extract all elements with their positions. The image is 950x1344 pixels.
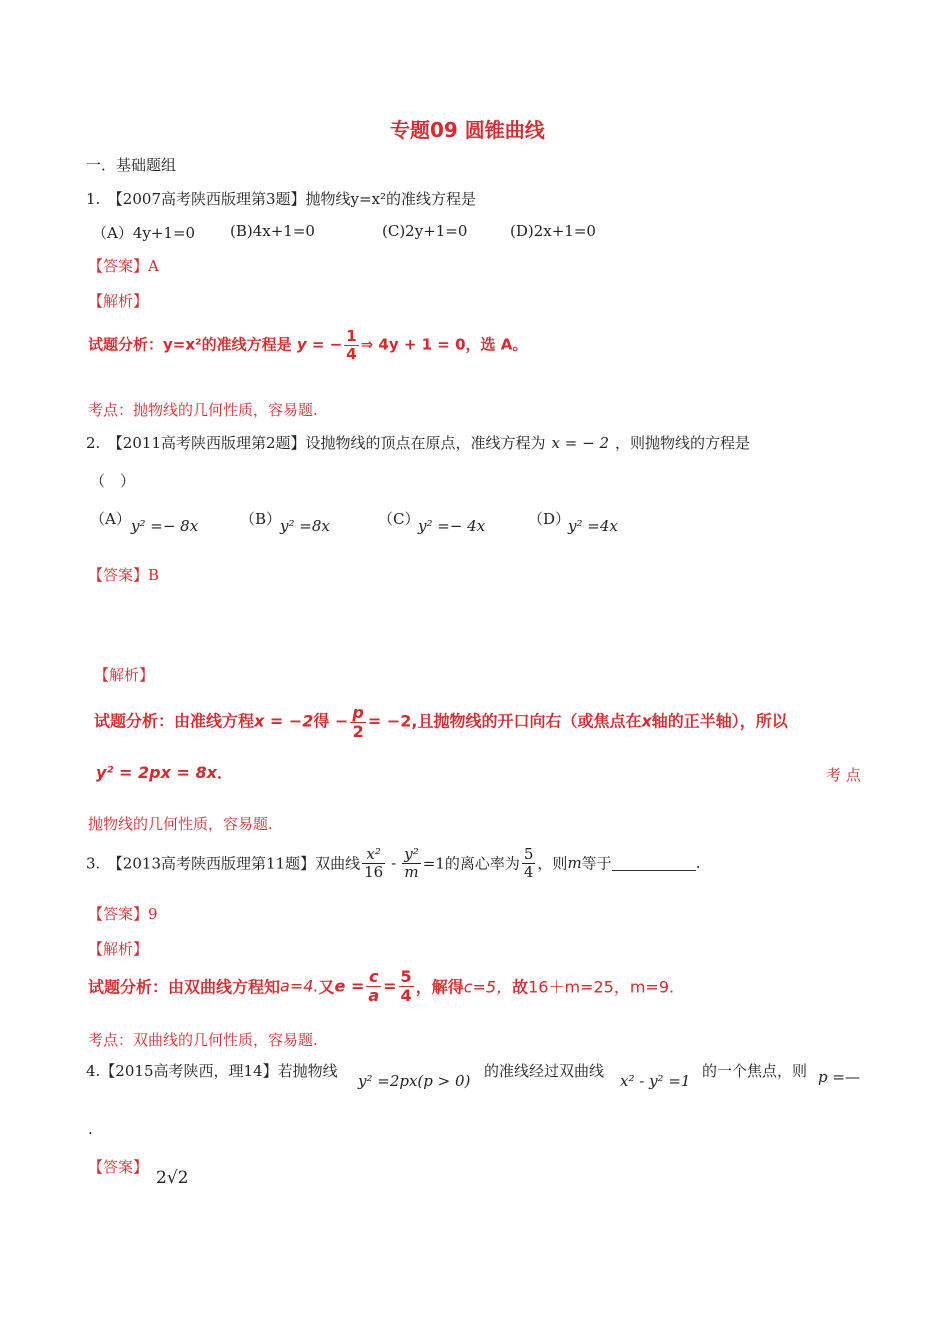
q2-analysis-b: 得 − (313, 711, 349, 731)
q3-analysis-d-val: 16＋m=25，m=9. (528, 977, 675, 997)
answer-value: 9 (148, 905, 158, 923)
q3-f3-num: 5 (523, 845, 534, 863)
q2-paren: （ ） (90, 472, 136, 490)
q3-answer (88, 903, 158, 924)
q3-analysis (88, 968, 674, 1004)
q3-f2-num: y² (404, 845, 419, 863)
q3-f1-num: x² (366, 845, 381, 863)
q3-stem-d: 等于 (581, 854, 612, 873)
q4-stem-c: 的一个焦点，则 (702, 1062, 808, 1080)
q2-analysis-x: x (641, 711, 652, 731)
q4-stem-b: 的准线经过双曲线 (484, 1062, 605, 1080)
q3-analysis-b: 又 (318, 977, 335, 997)
q3-stem (86, 846, 700, 880)
q2-analysis-line2 (96, 760, 233, 783)
q2-stem-eq: x = − 2 (551, 434, 609, 452)
q1-analysis-prefix: 试题分析：y=x²的准线方程是 (88, 335, 292, 354)
q1-option-a: （A）4y+1=0 (92, 224, 196, 242)
q3-minus: - (391, 854, 397, 872)
q3-analysis-a: 试题分析：由双曲线方程知 (88, 977, 281, 997)
q2-kaodian-head: 考 点 (826, 766, 861, 784)
q1-stem: 1. 【2007高考陕西版理第3题】抛物线y=x²的准线方程是 (86, 190, 477, 208)
q3-eq: = (383, 976, 397, 996)
q3-m: m (567, 854, 582, 872)
q2-frac-den: 2 (352, 721, 364, 741)
page-title: 专题09 圆锥曲线 (390, 118, 545, 142)
q3-stem-a: 3. 【2013高考陕西版理第11题】双曲线 (86, 854, 361, 873)
q3-analysis-e: e = (334, 976, 365, 996)
q1-option-d: (D)2x+1=0 (510, 222, 596, 240)
q2-analysis-label: 【解析】 (94, 666, 155, 684)
q4-stem-a: 4.【2015高考陕西，理14】若抛物线 (86, 1062, 338, 1080)
answer-label: 【答案】 (88, 566, 149, 584)
q2-option-d-label: （D） (528, 510, 571, 528)
q2-option-a-label: （A） (90, 510, 131, 528)
q2-stem-suffix: ，则抛物线的方程是 (615, 434, 751, 452)
q4-dot: . (88, 1120, 93, 1138)
q3-fa-den: a (368, 985, 380, 1005)
q2-option-a-eq: y² =− 8x (131, 517, 199, 535)
q3-f1-den: 16 (364, 862, 384, 881)
q3-stem-b: =1的离心率为 (422, 854, 520, 873)
q1-frac-num: 1 (346, 327, 357, 345)
q2-stem (86, 432, 750, 453)
q1-analysis-suffix: ，选 A。 (465, 335, 528, 354)
q4-eq1: y² =2px(p > 0) (358, 1072, 471, 1090)
q1-analysis-label: 【解析】 (88, 292, 149, 310)
q2-analysis-line2-eq: y² = 2px = 8x (96, 763, 217, 782)
q2-option-b-eq: y² =8x (280, 517, 330, 535)
q2-analysis-d: ,且抛物线的开口向右（或焦点在 (411, 711, 642, 731)
answer-label: 【答案】 (88, 905, 149, 923)
q3-fb-num: 5 (400, 967, 412, 986)
q3-analysis-label: 【解析】 (88, 940, 149, 958)
q2-option-c-eq: y² =− 4x (418, 517, 486, 535)
q2-option-d-eq: y² =4x (568, 517, 618, 535)
q2-option-c-label: （C） (378, 510, 420, 528)
q2-answer (88, 564, 159, 585)
q1-kaodian: 考点：抛物线的几何性质，容易题. (88, 401, 318, 419)
q2-analysis-e: 轴的正半轴），所以 (651, 711, 788, 731)
answer-value: A (148, 257, 159, 275)
q1-analysis (88, 328, 527, 362)
q2-kaodian-tail: 抛物线的几何性质，容易题. (88, 815, 273, 833)
q3-fa-num: c (366, 968, 381, 987)
q4-answer-value: 2√2 (156, 1168, 189, 1188)
q2-analysis-eq1: x = −2 (254, 711, 314, 731)
q3-analysis-c-val: c=5， (463, 977, 513, 997)
q3-f2-den: m (402, 863, 421, 881)
q2-analysis-c: = −2 (367, 711, 412, 731)
q1-analysis-eq-right: ⇒ 4y + 1 = 0 (360, 335, 466, 354)
q2-analysis-dot: ． (216, 763, 233, 782)
q1-frac-den: 4 (346, 344, 357, 363)
answer-value: B (148, 566, 160, 584)
q4-answer-label: 【答案】 (88, 1158, 149, 1176)
q3-f3-den: 4 (523, 862, 534, 881)
q4-p-eq: p =— (818, 1068, 860, 1086)
q3-kaodian: 考点：双曲线的几何性质，容易题. (88, 1031, 318, 1049)
q1-option-b: (B)4x+1=0 (230, 222, 315, 240)
q3-analysis-d: 故 (512, 977, 529, 997)
q2-analysis-a: 试题分析：由准线方程 (94, 711, 255, 731)
q4-eq2: x² - y² =1 (620, 1072, 691, 1090)
answer-label: 【答案】 (88, 257, 149, 275)
q2-stem-text: 2. 【2011高考陕西版理第2题】设抛物线的顶点在原点，准线方程为 (86, 434, 546, 452)
q2-analysis (94, 704, 788, 740)
q3-analysis-a-val: a=4. (280, 976, 319, 996)
q1-answer (88, 255, 159, 276)
q3-stem-c: ，则 (537, 854, 568, 873)
q3-answer-blank (612, 856, 696, 871)
q1-option-c: (C)2y+1=0 (382, 222, 468, 240)
q3-analysis-c: ，解得 (415, 977, 464, 997)
q2-frac-num: p (352, 703, 364, 722)
q2-option-b-label: （B） (240, 510, 282, 528)
q1-analysis-eq-left: y = − (296, 335, 343, 354)
q3-stem-end: . (695, 854, 701, 872)
q3-fb-den: 4 (400, 985, 412, 1005)
section-heading: 一．基础题组 (86, 156, 177, 174)
